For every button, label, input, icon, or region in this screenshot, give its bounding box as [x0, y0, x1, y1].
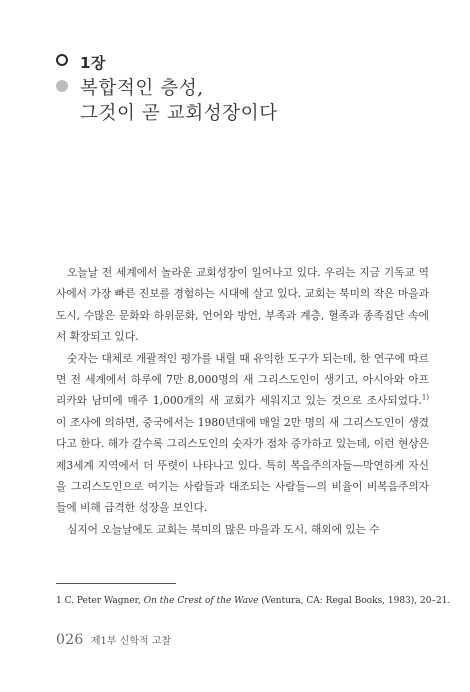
- paragraph-2-part-1: 숫자는 대체로 개괄적인 평가를 내릴 때 유익한 도구가 되는데, 한 연구에 따르면 전 세계에서 하루에 7만 8,000명의 새 그리스도인이 생기고, 아시아와 아프리카와 남미에 매주 1,000개의 새 교회가 세워지고 있는 것으로 조사되었다.: [56, 351, 429, 408]
- paragraph-3: 심지어 오늘날에도 교회는 북미의 많은 마을과 도시, 해외에 있는 수: [67, 522, 380, 536]
- body-text: [56, 262, 429, 540]
- footnote-book-title: On the Crest of the Wave: [143, 596, 259, 606]
- paragraph-2: [56, 348, 429, 519]
- page-number: 026: [56, 632, 84, 648]
- outline-circle-icon: [56, 54, 68, 66]
- chapter-title: [80, 76, 278, 126]
- paragraph-1: 오늘날 전 세계에서 놀라운 교회성장이 일어나고 있다. 우리는 지금 기독교 역사에서 가장 빠른 진보를 경험하는 시대에 살고 있다. 교회는 북미의 작은 마을과 도시, 수많은 문화와 하위문화, 언어와 방언, 부족과 계층, 혈족과 종족집단 속에서 확장되고 있다.: [56, 266, 429, 344]
- footnote-reference[interactable]: 1): [421, 393, 429, 402]
- footnote-divider: [56, 583, 176, 584]
- paragraph-2-part-2: 이 조사에 의하면, 중국에서는 1980년대에 매일 2만 명의 새 그리스도인이 생겼다고 한다. 해가 갈수록 그리스도인의 숫자가 점차 증가하고 있는데, 이런 현상은 제3세계 지역에서 더 뚜렷이 나타나고 있다. 특히 복음주의자들—막연하게 자신을 그리스도인으로 여기는 사람들과 대조되는 사람들—의 비율이 비복음주의자들에 비해 급격한 성장을 보인다.: [56, 415, 429, 515]
- footnote-suffix: (Ventura, CA: Regal Books, 1983), 20–21.: [258, 596, 451, 606]
- chapter-title-line-1: 복합적인 층성,: [80, 78, 204, 99]
- chapter-title-line-2: 그것이 곧 교회성장이다: [80, 103, 278, 124]
- footnote: [56, 596, 450, 606]
- running-section-title: 제1부 신학적 고찰: [90, 636, 172, 647]
- page-footer: [56, 632, 171, 648]
- chapter-label: 1장: [80, 54, 106, 72]
- footnote-prefix: 1 C. Peter Wagner,: [56, 596, 144, 606]
- filled-circle-icon: [56, 80, 68, 92]
